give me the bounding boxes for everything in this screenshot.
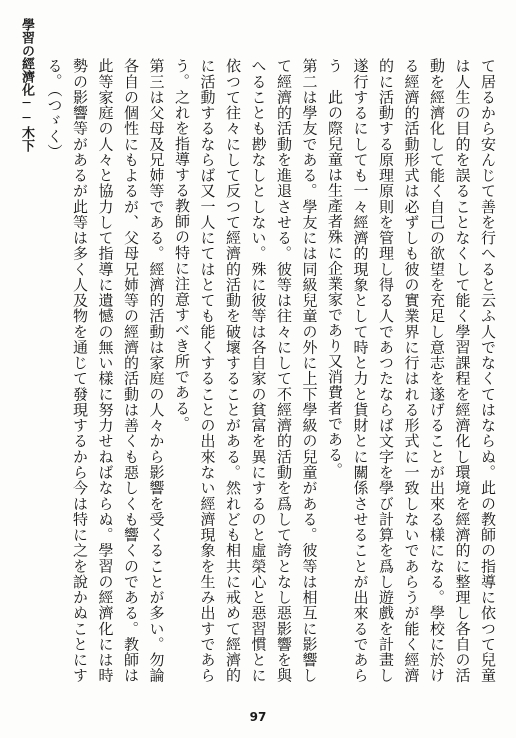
running-head: 學習の經濟化──木下 <box>19 18 34 152</box>
paragraph: 第二は學友である。學友には同級兒童の外に上下學級の兒童がある。彼等は相互に影響して經濟的活動を進退させる。彼等は往々にして不經濟的活動を爲して誇となし惡影響を與へることも尠なしとしない。殊に彼等は各自家の貧富を異にするのと虛榮心と惡習慣とに依つて往々にして反つて經濟的活動を破壞することがある。然れども相共に戒めて經濟的に活動するならば又一人にてはとても能くすることの出來ない經濟現象を生み出すであらう。之れを指導する教師の特に注意すべき所である。 <box>173 58 319 683</box>
paragraph: て居るから安んじて善を行へると云ふ人でなくてはならぬ。此の教師の指導に依つて兒童は人生の目的を誤ることなくして能く學習課程を經濟化し環境を經濟的に整理し各自の活動を經濟化して能く自己の欲望を充足し意志を遂げることが出來る樣になる。學校に於ける經濟的活動形式は必ずしも彼の實業界に行はれる形式に一致しないであらうが能く經濟的に活動する原理原則を管理し得る人であつたならば文字を學び計算を爲し遊戲を計畫し遂行するにしても一々經濟的現象として時と力と貨財とに關係させることが出來るであらう 此の際兒童は生產者殊に企業家であり又消費者である。 <box>326 58 497 683</box>
body-text <box>30 58 500 683</box>
page-number: 97 <box>249 710 267 724</box>
paragraph: 第三は父母及兄姉等である。經濟的活動は家庭の人々から影響を受くることが多い。勿論各自の個性にもよるが、父母兄姉等の經濟的活動は善くも惡しくも響くのである。教師は此等家庭の人々と協力して指導に遺憾の無い樣に努力せねばならぬ。學習の經濟化には時勢の影響等があるが此等は多く人及物を通じて發現するから今は特に之を說かぬことにする。（つゞく） <box>45 58 166 683</box>
